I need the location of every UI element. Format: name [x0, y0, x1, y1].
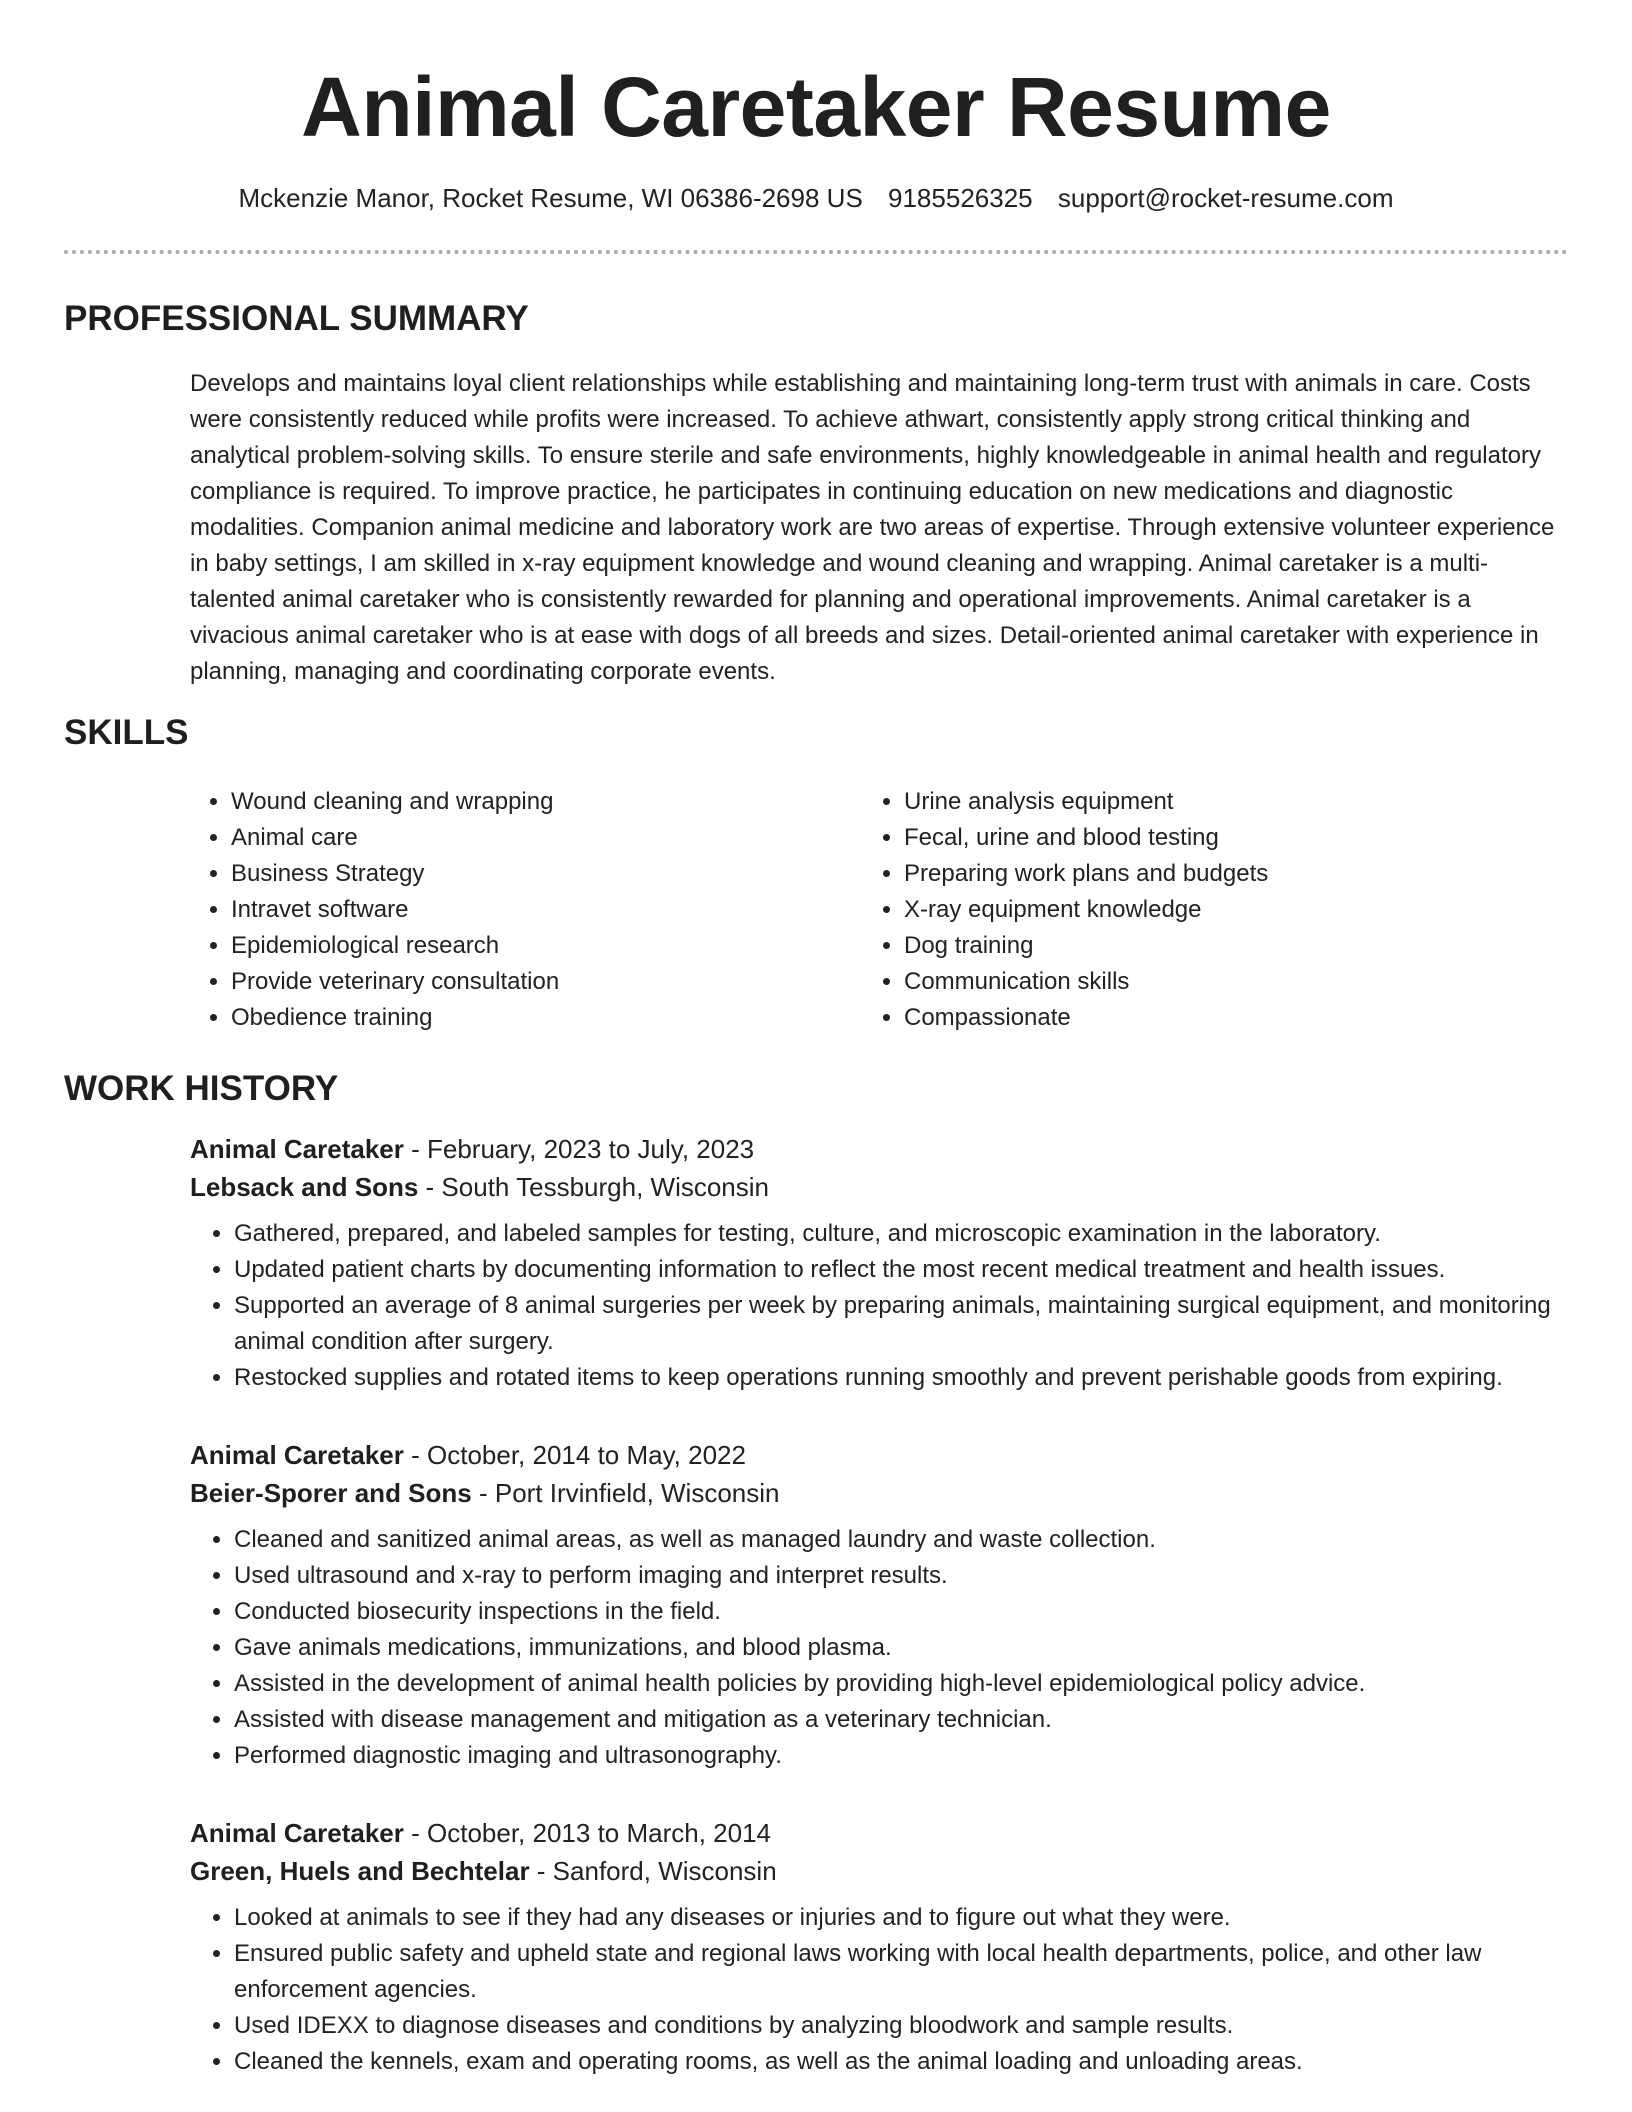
skill-item: • Provide veterinary consultation: [231, 964, 851, 1000]
job-duty: • Restocked supplies and rotated items to keep operations running smoothly and prevent perishable goods from expiring.: [234, 1360, 1580, 1396]
job-duty: • Supported an average of 8 animal surgeries per week by preparing animals, maintaining surgical equipment, and monitoring animal condition after surgery.: [234, 1288, 1580, 1360]
job-company-line: [190, 1852, 1580, 1890]
summary-heading: PROFESSIONAL SUMMARY: [64, 299, 529, 338]
skill-item: • Preparing work plans and budgets: [904, 856, 1564, 892]
job-dates: - October, 2014 to May, 2022: [411, 1440, 746, 1470]
job-company: Beier-Sporer and Sons: [190, 1478, 472, 1508]
contact-email: support@rocket-resume.com: [1057, 183, 1394, 213]
job-title-line: [190, 1130, 1580, 1168]
resume-title: Animal Caretaker Resume: [301, 60, 1331, 154]
skills-heading: SKILLS: [64, 713, 189, 752]
skills-list-right: [860, 784, 1564, 1036]
job-duty: • Gave animals medications, immunizations, and blood plasma.: [234, 1630, 1580, 1666]
skill-item: • Compassionate: [904, 1000, 1564, 1036]
job-company-line: [190, 1168, 1580, 1206]
job-duty: • Gathered, prepared, and labeled samples for testing, culture, and microscopic examination in the laboratory.: [234, 1216, 1580, 1252]
job-title-line: [190, 1814, 1580, 1852]
job-duty: • Conducted biosecurity inspections in the field.: [234, 1594, 1580, 1630]
job-duty: • Looked at animals to see if they had any diseases or injuries and to figure out what they were.: [234, 1900, 1580, 1936]
skill-item: • Epidemiological research: [231, 928, 851, 964]
job-dates: - February, 2023 to July, 2023: [411, 1134, 755, 1164]
contact-line: [0, 180, 1632, 216]
skill-item: • Intravet software: [231, 892, 851, 928]
job-duties-list: [190, 1900, 1580, 2080]
header-divider: [64, 250, 1568, 254]
job-duty: • Assisted with disease management and mitigation as a veterinary technician.: [234, 1702, 1580, 1738]
job-duties-list: [190, 1522, 1580, 1774]
job-duty: • Assisted in the development of animal health policies by providing high-level epidemiological policy advice.: [234, 1666, 1580, 1702]
job-duties-list: [190, 1216, 1580, 1396]
job-duty: • Cleaned and sanitized animal areas, as well as managed laundry and waste collection.: [234, 1522, 1580, 1558]
work-history-heading: WORK HISTORY: [64, 1069, 339, 1108]
skill-item: • Obedience training: [231, 1000, 851, 1036]
skill-item: • Communication skills: [904, 964, 1564, 1000]
job-title: Animal Caretaker: [190, 1134, 404, 1164]
contact-phone: 9185526325: [888, 183, 1033, 213]
job-entry: [190, 1436, 1580, 1774]
job-dates: - October, 2013 to March, 2014: [411, 1818, 771, 1848]
skill-item: • Animal care: [231, 820, 851, 856]
job-title: Animal Caretaker: [190, 1440, 404, 1470]
job-duty: • Cleaned the kennels, exam and operating rooms, as well as the animal loading and unloading areas.: [234, 2044, 1580, 2080]
job-duty: • Used ultrasound and x-ray to perform imaging and interpret results.: [234, 1558, 1580, 1594]
skill-item: • Urine analysis equipment: [904, 784, 1564, 820]
job-duty: • Updated patient charts by documenting information to reflect the most recent medical treatment and health issues.: [234, 1252, 1580, 1288]
skill-item: • Fecal, urine and blood testing: [904, 820, 1564, 856]
job-entry: [190, 1814, 1580, 2080]
summary-text: Develops and maintains loyal client relationships while establishing and maintaining long-term trust with animals in care. Costs were consistently reduced while profits were increased. To achieve athwart, consistently apply strong critical thinking and analytical problem-solving skills. To ensure sterile and safe environments, highly knowledgeable in animal health and regulatory compliance is required. To improve practice, he participates in continuing education on new medications and diagnostic modalities. Companion animal medicine and laboratory work are two areas of expertise. Through extensive volunteer experience in baby settings, I am skilled in x-ray equipment knowledge and wound cleaning and wrapping. Animal caretaker is a multi-talented animal caretaker who is consistently rewarded for planning and operational improvements. Animal caretaker is a vivacious animal caretaker who is at ease with dogs of all breeds and sizes. Detail-oriented animal caretaker with experience in planning, managing and coordinating corporate events.: [190, 370, 1555, 685]
job-title: Animal Caretaker: [190, 1818, 404, 1848]
job-entry: [190, 1130, 1580, 1396]
job-duty: • Ensured public safety and upheld state and regional laws working with local health departments, police, and other law enforcement agencies.: [234, 1936, 1580, 2008]
skill-item: • X-ray equipment knowledge: [904, 892, 1564, 928]
job-duty: • Performed diagnostic imaging and ultrasonography.: [234, 1738, 1580, 1774]
job-location: - Sanford, Wisconsin: [536, 1856, 777, 1886]
job-title-line: [190, 1436, 1580, 1474]
job-company-line: [190, 1474, 1580, 1512]
job-company: Lebsack and Sons: [190, 1172, 419, 1202]
job-company: Green, Huels and Bechtelar: [190, 1856, 530, 1886]
contact-address: Mckenzie Manor, Rocket Resume, WI 06386-2698 US: [238, 183, 863, 213]
skills-list-left: [187, 784, 851, 1036]
job-location: - Port Irvinfield, Wisconsin: [478, 1478, 780, 1508]
job-location: - South Tessburgh, Wisconsin: [425, 1172, 770, 1202]
skill-item: • Business Strategy: [231, 856, 851, 892]
job-duty: • Used IDEXX to diagnose diseases and conditions by analyzing bloodwork and sample results.: [234, 2008, 1580, 2044]
skill-item: • Dog training: [904, 928, 1564, 964]
skill-item: • Wound cleaning and wrapping: [231, 784, 851, 820]
